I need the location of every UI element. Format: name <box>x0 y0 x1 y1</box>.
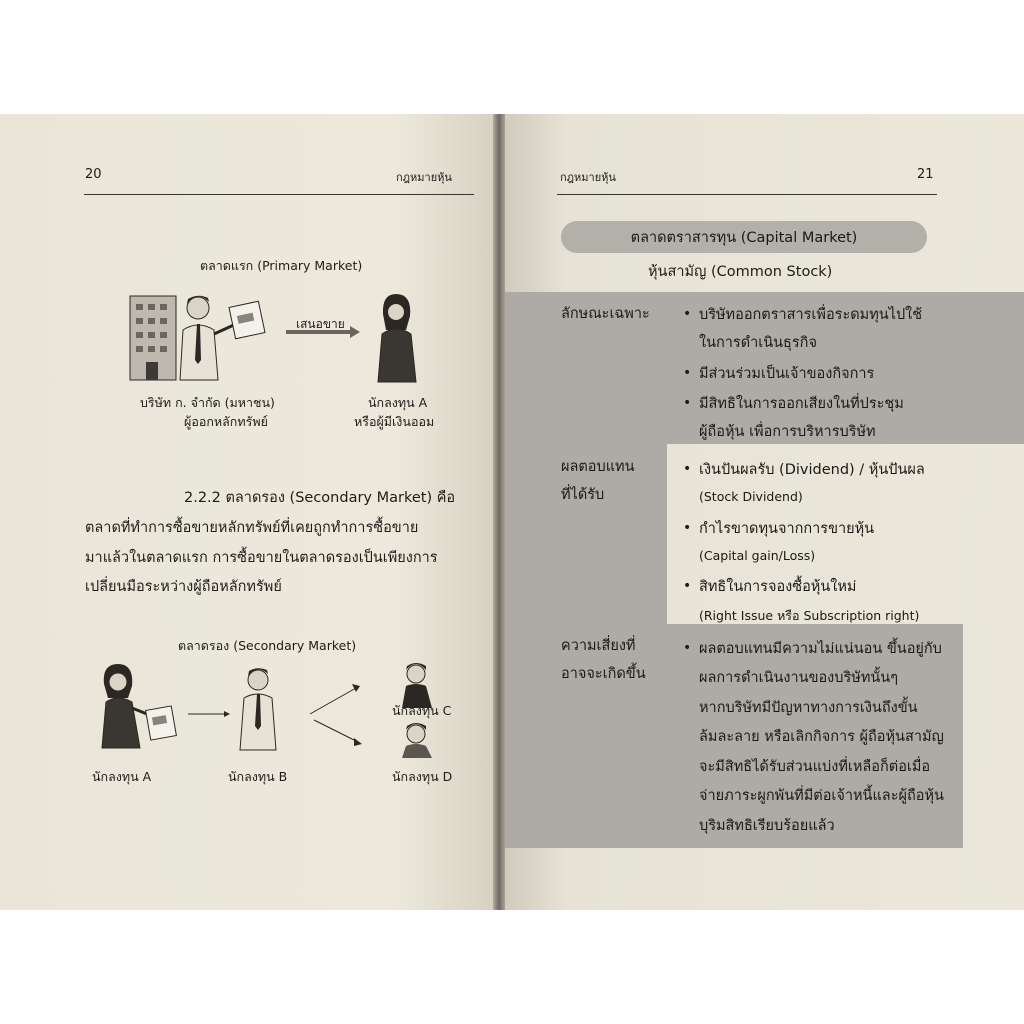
right-header-rule <box>557 194 937 195</box>
investor-a-secondary-label: นักลงทุน A <box>92 769 152 784</box>
row1-item3-line1: มีสิทธิในการออกเสียงในที่ประชุม <box>699 396 904 412</box>
row-label-returns-1: ผลตอบแทน <box>561 459 635 475</box>
woman-investor-icon <box>102 664 152 748</box>
bullet: • <box>683 365 692 381</box>
investor-c-label: นักลงทุน C <box>392 703 452 718</box>
right-page <box>505 114 1024 910</box>
row2-item3-line2: (Right Issue หรือ Subscription right) <box>699 608 920 623</box>
row3-line2: ผลการดำเนินงานของบริษัทนั้นๆ <box>699 670 898 686</box>
bullet: • <box>683 578 692 594</box>
row2-item2-line1: กำไรขาดทุนจากการขายหุ้น <box>699 521 875 537</box>
issuer-role-label: ผู้ออกหลักทรัพย์ <box>184 414 268 429</box>
man-investor-d-icon <box>402 723 432 758</box>
row2-item1-line2: (Stock Dividend) <box>699 489 803 504</box>
bullet: • <box>683 640 692 656</box>
row3-line6: จ่ายภาระผูกพันที่มีต่อเจ้าหนี้และผู้ถือหุ้น <box>699 788 944 804</box>
row3-line4: ล้มละลาย หรือเลิกกิจการ ผู้ถือหุ้นสามัญ <box>699 729 944 745</box>
section-title-pill: ตลาดตราสารทุน (Capital Market) <box>561 221 927 253</box>
paragraph-line-3: มาแล้วในตลาดแรก การซื้อขายในตลาดรองเป็นเพียงการ <box>85 550 438 566</box>
left-page-number: 20 <box>85 167 102 182</box>
paragraph-line-1: 2.2.2 ตลาดรอง (Secondary Market) คือ <box>184 490 456 506</box>
businessman-icon <box>180 296 236 380</box>
investor-a-label: นักลงทุน A <box>368 395 428 410</box>
primary-market-caption: ตลาดแรก (Primary Market) <box>200 258 363 273</box>
row3-line1: ผลตอบแทนมีความไม่แน่นอน ขึ้นอยู่กับ <box>699 641 942 657</box>
row1-item2-line1: มีส่วนร่วมเป็นเจ้าของกิจการ <box>699 366 875 382</box>
row1-item3-line2: ผู้ถือหุ้น เพื่อการบริหารบริษัท <box>699 424 876 440</box>
row2-item1-line1: เงินปันผลรับ (Dividend) / หุ้นปันผล <box>699 462 925 478</box>
book-gutter <box>493 114 505 910</box>
row-label-returns-2: ที่ได้รับ <box>561 487 605 503</box>
row-label-risk-2: อาจจะเกิดขึ้น <box>561 666 646 682</box>
share-certificate-icon <box>229 301 265 339</box>
bullet: • <box>683 306 692 322</box>
primary-market-illustration <box>128 290 428 390</box>
row-label-risk-1: ความเสี่ยงที่ <box>561 638 636 654</box>
left-page <box>0 114 493 910</box>
issuer-label: บริษัท ก. จำกัด (มหาชน) <box>140 395 275 410</box>
bullet: • <box>683 395 692 411</box>
woman-investor-icon <box>378 294 416 382</box>
investor-a-role-label: หรือผู้มีเงินออม <box>354 414 435 429</box>
investor-b-label: นักลงทุน B <box>228 769 288 784</box>
left-header-rule <box>84 194 474 195</box>
building-icon <box>130 296 176 380</box>
common-stock-subtitle: หุ้นสามัญ (Common Stock) <box>648 264 833 280</box>
row-label-characteristics: ลักษณะเฉพาะ <box>561 306 650 322</box>
row1-item1-line2: ในการดำเนินธุรกิจ <box>699 335 817 351</box>
investor-d-label: นักลงทุน D <box>392 769 453 784</box>
row3-line5: จะมีสิทธิได้รับส่วนแบ่งที่เหลือก็ต่อเมื่อ <box>699 759 931 775</box>
bullet: • <box>683 520 692 536</box>
row2-item2-line2: (Capital gain/Loss) <box>699 548 816 563</box>
businessman-icon <box>240 668 276 750</box>
right-page-number: 21 <box>917 167 934 182</box>
paragraph-line-2: ตลาดที่ทำการซื้อขายหลักทรัพย์ที่เคยถูกทำการซื้อขาย <box>85 520 419 536</box>
row3-line3: หากบริษัทมีปัญหาทางการเงินถึงขั้น <box>699 700 918 716</box>
bullet: • <box>683 461 692 477</box>
secondary-market-caption: ตลาดรอง (Secondary Market) <box>178 638 357 653</box>
row3-line7: บุริมสิทธิเรียบร้อยแล้ว <box>699 818 835 834</box>
share-certificate-icon <box>146 706 177 740</box>
row2-item3-line1: สิทธิในการจองซื้อหุ้นใหม่ <box>699 579 857 595</box>
left-running-head: กฎหมายหุ้น <box>396 171 452 184</box>
offer-sale-label: เสนอขาย <box>296 317 345 331</box>
paragraph-line-4: เปลี่ยนมือระหว่างผู้ถือหลักทรัพย์ <box>85 579 282 595</box>
open-book <box>0 114 1024 910</box>
row1-item1-line1: บริษัทออกตราสารเพื่อระดมทุนไปใช้ <box>699 307 923 323</box>
right-running-head: กฎหมายหุ้น <box>560 171 616 184</box>
